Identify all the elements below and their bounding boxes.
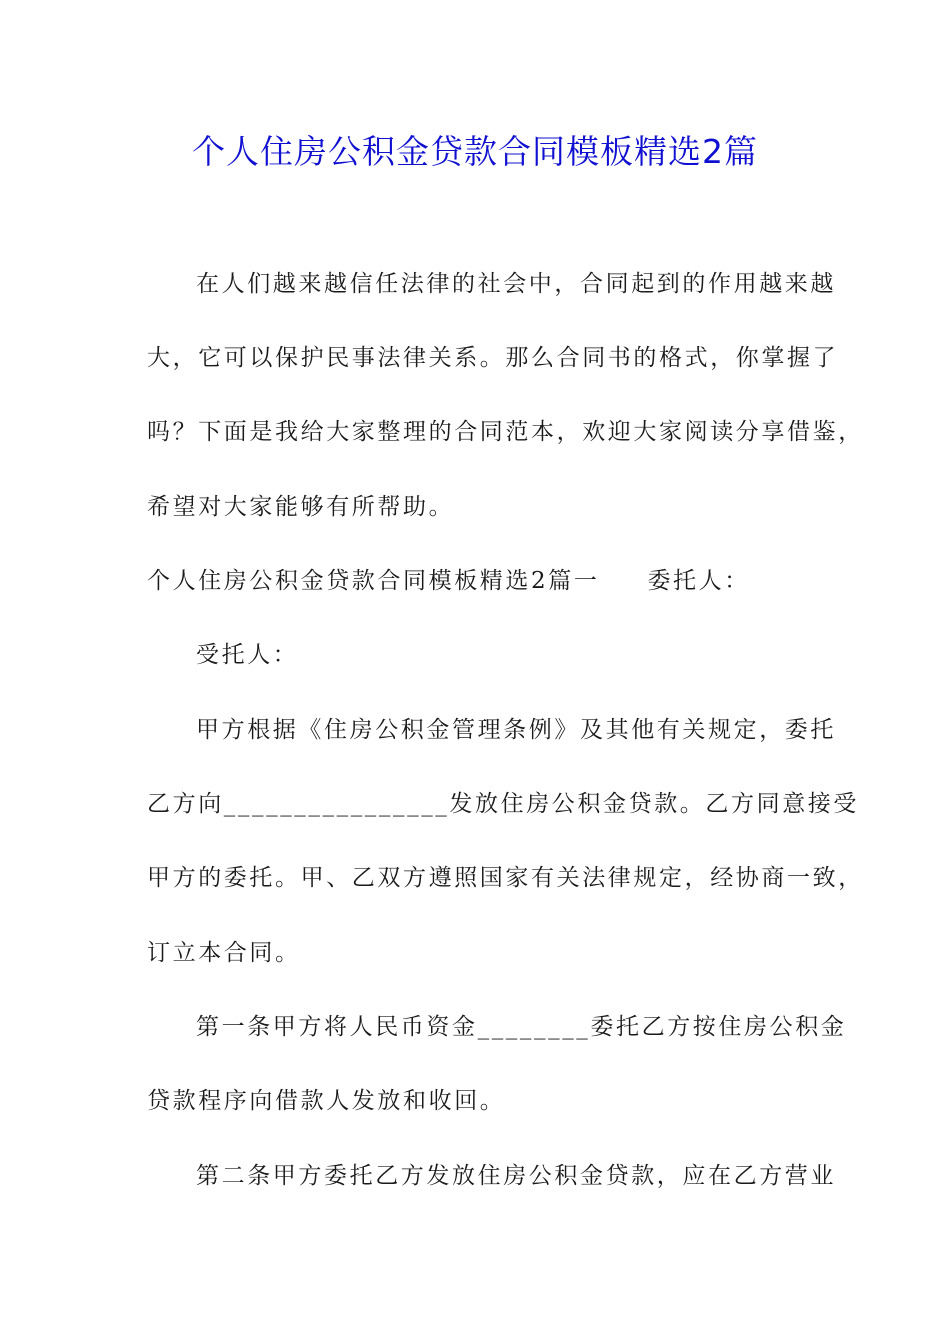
intro-line-4: 希望对大家能够有所帮助。 <box>147 494 455 520</box>
para1-line-4: 订立本合同。 <box>147 940 301 966</box>
document-title: 个人住房公积金贷款合同模板精选2篇 <box>192 132 758 171</box>
section-heading-line <box>147 563 827 599</box>
para1-line-1: 甲方根据《住房公积金管理条例》及其他有关规定，委托 <box>196 717 836 743</box>
intro-line-2: 大，它可以保护民事法律关系。那么合同书的格式，你掌握了 <box>147 345 839 371</box>
article1-line-1: 第一条甲方将人民币资金________委托乙方按住房公积金 <box>196 1014 847 1040</box>
para1-line-3: 甲方的委托。甲、乙双方遵照国家有关法律规定，经协商一致， <box>147 865 864 891</box>
article2-line-1: 第二条甲方委托乙方发放住房公积金贷款，应在乙方营业 <box>196 1163 836 1189</box>
section-heading: 个人住房公积金贷款合同模板精选2篇一 <box>147 568 600 594</box>
article1-line-2: 贷款程序向借款人发放和收回。 <box>147 1088 506 1114</box>
para1-line-2: 乙方向________________发放住房公积金贷款。乙方同意接受 <box>147 791 859 817</box>
agent-label: 受托人： <box>196 642 299 668</box>
intro-line-3: 吗？下面是我给大家整理的合同范本，欢迎大家阅读分享借鉴， <box>147 419 864 445</box>
intro-line-1: 在人们越来越信任法律的社会中，合同起到的作用越来越 <box>196 271 836 297</box>
principal-label: 委托人： <box>647 568 750 594</box>
